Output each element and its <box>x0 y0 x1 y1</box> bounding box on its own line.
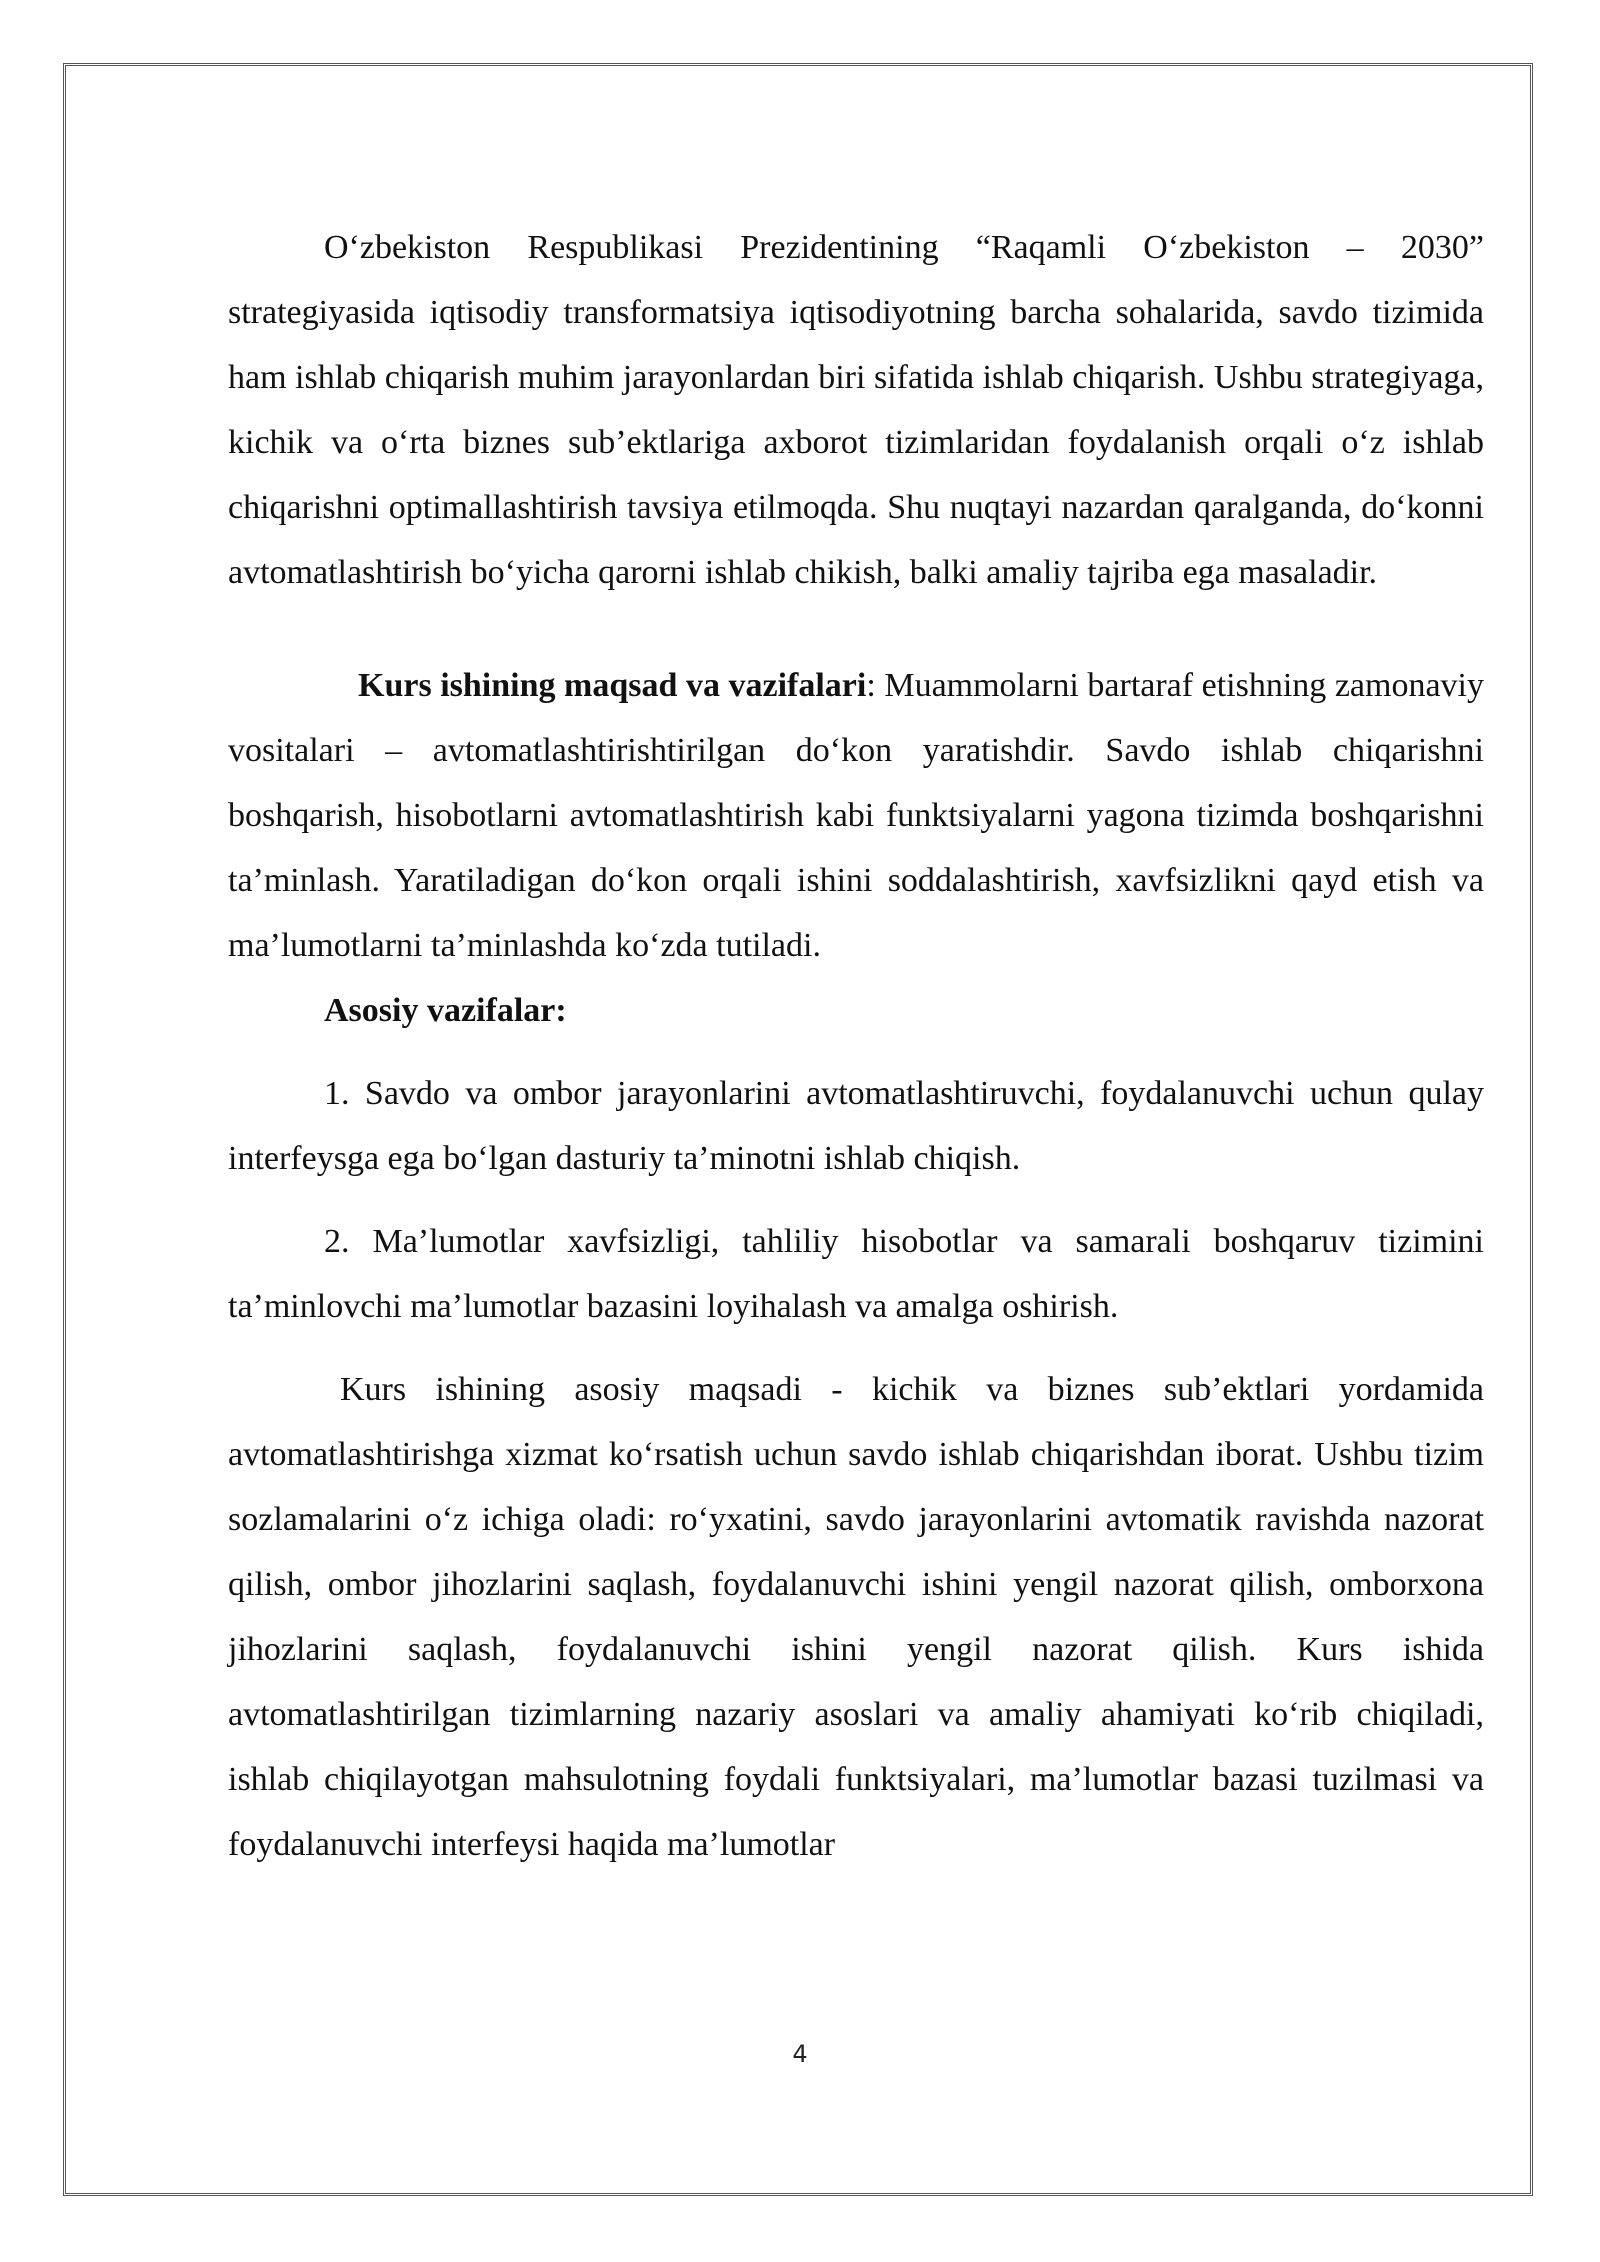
goals-heading: Kurs ishining maqsad va vazifalari <box>358 667 867 704</box>
document-body <box>228 215 1484 1877</box>
goals-paragraph <box>228 653 1484 978</box>
main-goal-paragraph: Kurs ishining asosiy maqsadi - kichik va biznes sub’ektlari yordamida avtomatlashtirishga xizmat ko‘rsatish uchun savdo ishlab chiqarishdan iborat. Ushbu tizim sozlamalarini o‘z ichiga oladi: ro‘yxatini, savdo jarayonlarini avtomatik ravishda nazorat qilish, ombor jihozlarini saqlash, foydalanuvchi ishini yengil nazorat qilish, omborxona jihozlarini saqlash, foydalanuvchi ishini yengil nazorat qilish. Kurs ishida avtomatlashtirilgan tizimlarning nazariy asoslari va amaliy ahamiyati ko‘rib chiqiladi, ishlab chiqilayotgan mahsulotning foydali funktsiyalari, ma’lumotlar bazasi tuzilmasi va foydalanuvchi interfeysi haqida ma’lumotlar <box>228 1371 1484 1863</box>
tasks-heading: Asosiy vazifalar: <box>324 992 567 1029</box>
task-item-1: 1. Savdo va ombor jarayonlarini avtomatlashtiruvchi, foydalanuvchi uchun qulay interfeysga ega bo‘lgan dasturiy ta’minotni ishlab chiqish. <box>228 1075 1484 1177</box>
page-number: 4 <box>792 2040 808 2068</box>
task-item-2: 2. Ma’lumotlar xavfsizligi, tahliliy hisobotlar va samarali boshqaruv tizimini ta’minlovchi ma’lumotlar bazasini loyihalash va amalga oshirish. <box>228 1223 1484 1325</box>
intro-paragraph: O‘zbekiston Respublikasi Prezidentining “Raqamli O‘zbekiston – 2030” strategiyasida iqtisodiy transformatsiya iqtisodiyotning barcha sohalarida, savdo tizimida ham ishlab chiqarish muhim jarayonlardan biri sifatida ishlab chiqarish. Ushbu strategiyaga, kichik va o‘rta biznes sub’ektlariga axborot tizimlaridan foydalanish orqali o‘z ishlab chiqarishni optimallashtirish tavsiya etilmoqda. Shu nuqtayi nazardan qaralganda, do‘konni avtomatlashtirish bo‘yicha qarorni ishlab chikish, balki amaliy tajriba ega masaladir. <box>228 229 1484 591</box>
goals-text: : Muammolarni bartaraf etishning zamonaviy vositalari – avtomatlashtirishtirilgan do‘kon yaratishdir. Savdo ishlab chiqarishni boshqarish, hisobotlarni avtomatlashtirish kabi funktsiyalarni yagona tizimda boshqarishni ta’minlash. Yaratiladigan do‘kon orqali ishini soddalashtirish, xavfsizlikni qayd etish va ma’lumotlarni ta’minlashda ko‘zda tutiladi. <box>228 667 1484 964</box>
